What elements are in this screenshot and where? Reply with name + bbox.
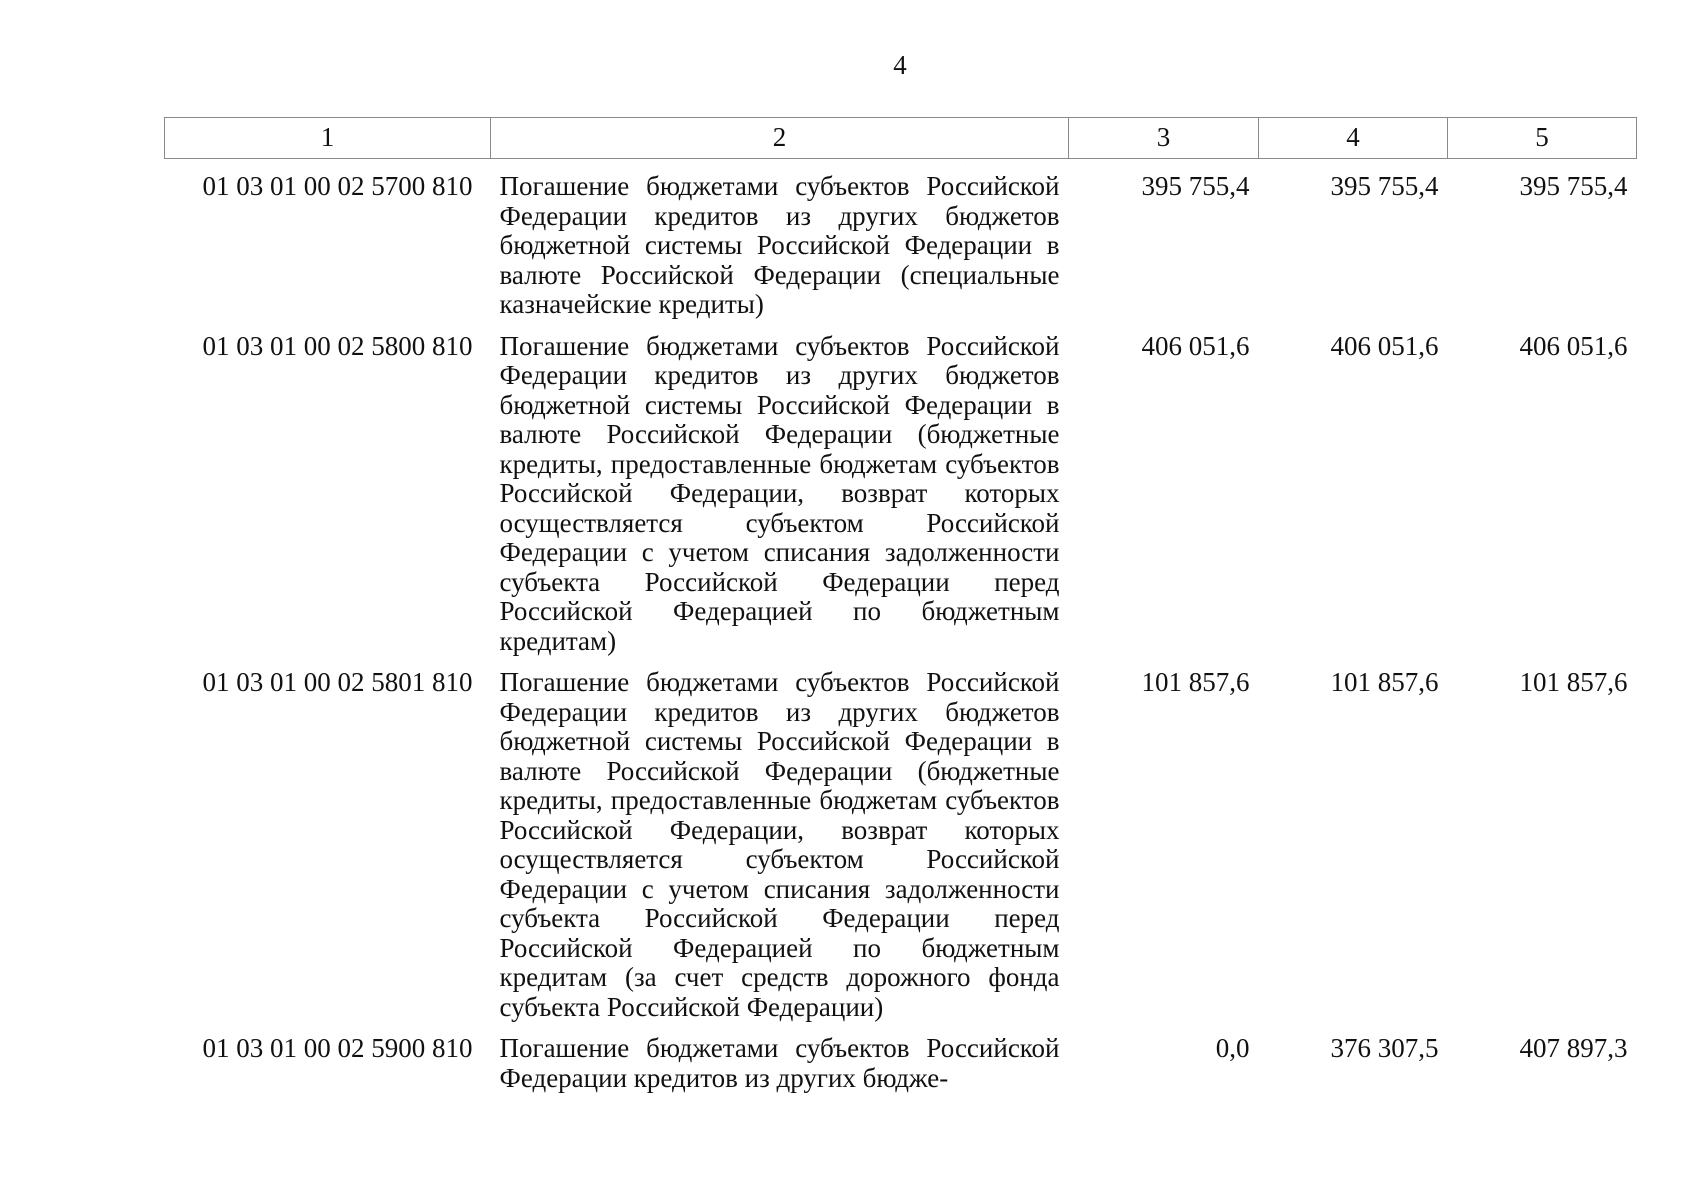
table-row (165, 656, 1637, 1022)
value-col-3: 395 755,4 (1141, 171, 1250, 201)
value-col-4: 395 755,4 (1330, 171, 1439, 201)
header-row (165, 118, 1637, 159)
row-description: Погашение бюджетами субъектов Российской Федерации кредитов из других бюдже- (499, 1033, 1060, 1093)
budget-code: 01 03 01 00 02 5900 810 (202, 1033, 473, 1063)
table-row (165, 159, 1637, 320)
value-col-4: 101 857,6 (1330, 667, 1439, 697)
row-description: Погашение бюджетами субъектов Российской Федерации кредитов из других бюджетов бюджетной системы Российской Федерации в валюте Российской Федерации (бюджетные кредиты, предоставленные бюджетам субъектов Российской Федерации, возврат которых осуществляется субъектом Российской Федерации с учетом списания задолженности субъекта Российской Федерации перед Российской Федерацией по бюджетным кредитам (за счет средств дорожного фонда субъекта Российской Федерации) (499, 667, 1060, 1022)
table-row (165, 320, 1637, 657)
value-col-3: 406 051,6 (1141, 330, 1250, 361)
column-header-2: 2 (491, 118, 1069, 159)
page-number: 4 (893, 50, 907, 80)
value-col-3: 0,0 (1215, 1033, 1250, 1063)
budget-code: 01 03 01 00 02 5801 810 (202, 667, 473, 697)
value-col-4: 376 307,5 (1330, 1033, 1439, 1063)
row-description: Погашение бюджетами субъектов Российской Федерации кредитов из других бюджетов бюджетной системы Российской Федерации в валюте Российской Федерации (бюджетные кредиты, предоставленные бюджетам субъектов Российской Федерации, возврат которых осуществляется субъектом Российской Федерации с учетом списания задолженности субъекта Российской Федерации перед Российской Федерацией по бюджетным кредитам) (499, 330, 1060, 656)
column-header-3: 3 (1069, 118, 1259, 159)
table-body (165, 159, 1637, 1094)
row-description: Погашение бюджетами субъектов Российской Федерации кредитов из других бюджетов бюджетной системы Российской Федерации в валюте Российской Федерации (специальные казначейские кредиты) (499, 171, 1060, 319)
column-header-5: 5 (1448, 118, 1637, 159)
column-header-4: 4 (1259, 118, 1448, 159)
table-header (165, 118, 1637, 159)
value-col-3: 101 857,6 (1141, 667, 1250, 697)
budget-code: 01 03 01 00 02 5800 810 (202, 330, 473, 361)
value-col-5: 395 755,4 (1519, 171, 1628, 201)
value-col-5: 101 857,6 (1519, 667, 1628, 697)
value-col-4: 406 051,6 (1330, 330, 1439, 361)
table-row (165, 1022, 1637, 1093)
budget-table (164, 117, 1637, 1093)
value-col-5: 406 051,6 (1519, 330, 1628, 361)
column-header-1: 1 (165, 118, 491, 159)
value-col-5: 407 897,3 (1519, 1033, 1628, 1063)
budget-code: 01 03 01 00 02 5700 810 (202, 171, 473, 201)
